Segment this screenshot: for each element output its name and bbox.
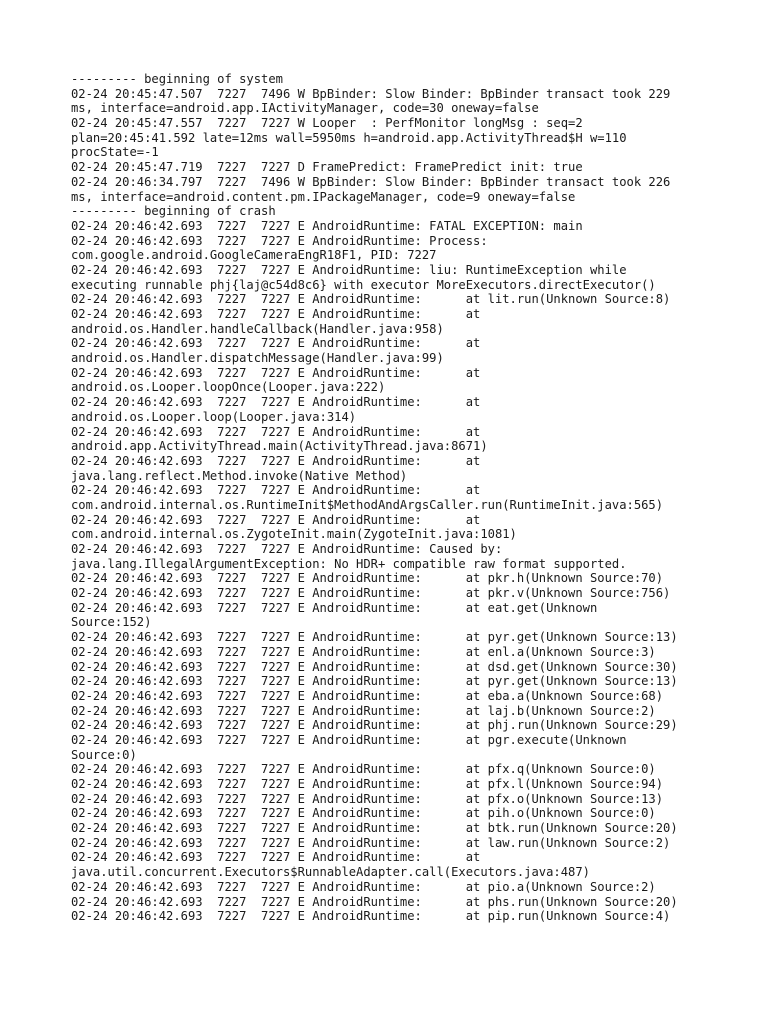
log-line: 02-24 20:46:42.693 7227 7227 E AndroidRuntime: at phs.run(Unknown Source:20) <box>71 894 678 909</box>
log-line: 02-24 20:46:42.693 7227 7227 E AndroidRuntime: Caused by: <box>71 542 503 556</box>
log-line: android.os.Handler.dispatchMessage(Handler.java:99) <box>71 351 444 366</box>
log-line: --------- beginning of system <box>71 72 283 86</box>
log-line: 02-24 20:46:42.693 7227 7227 E AndroidRuntime: at phj.run(Unknown Source:29) <box>71 718 678 733</box>
log-line: 02-24 20:46:42.693 7227 7227 E AndroidRuntime: at <box>71 336 481 351</box>
log-line: 02-24 20:46:42.693 7227 7227 E AndroidRuntime: at pgr.execute(Unknown <box>71 732 627 747</box>
log-line: 02-24 20:46:42.693 7227 7227 E AndroidRuntime: at laj.b(Unknown Source:2) <box>71 703 656 718</box>
log-line: 02-24 20:46:42.693 7227 7227 E AndroidRuntime: at <box>71 512 481 527</box>
log-line: android.os.Looper.loop(Looper.java:314) <box>71 409 357 424</box>
log-line: 02-24 20:46:42.693 7227 7227 E AndroidRuntime: at <box>71 453 481 468</box>
log-line: 02-24 20:46:42.693 7227 7227 E AndroidRuntime: at <box>71 483 481 498</box>
log-line: 02-24 20:46:42.693 7227 7227 E AndroidRuntime: at enl.a(Unknown Source:3) <box>71 644 656 659</box>
log-line: 02-24 20:46:42.693 7227 7227 E AndroidRuntime: at pkr.v(Unknown Source:756) <box>71 586 671 601</box>
log-line: 02-24 20:46:42.693 7227 7227 E AndroidRuntime: at pyr.get(Unknown Source:13) <box>71 630 678 645</box>
log-line: procState=-1 <box>71 145 159 160</box>
log-line: plan=20:45:41.592 late=12ms wall=5950ms h=android.app.ActivityThread$H w=110 <box>71 130 627 145</box>
log-line: 02-24 20:46:42.693 7227 7227 E AndroidRuntime: at <box>71 365 481 380</box>
log-line: 02-24 20:45:47.507 7227 7496 W BpBinder: Slow Binder: BpBinder transact took 229 <box>71 86 671 101</box>
log-line: 02-24 20:46:42.693 7227 7227 E AndroidRuntime: at <box>71 307 481 321</box>
log-line: 02-24 20:46:42.693 7227 7227 E AndroidRuntime: at pfx.l(Unknown Source:94) <box>71 777 664 791</box>
log-line: --------- beginning of crash <box>71 204 276 219</box>
log-line: 02-24 20:46:42.693 7227 7227 E AndroidRuntime: at <box>71 424 481 439</box>
log-line: 02-24 20:46:42.693 7227 7227 E AndroidRuntime: at pio.a(Unknown Source:2) <box>71 879 656 894</box>
log-line: android.os.Handler.handleCallback(Handler.java:958) <box>71 321 444 336</box>
log-line: 02-24 20:46:42.693 7227 7227 E AndroidRuntime: liu: RuntimeException while <box>71 262 627 277</box>
log-line: 02-24 20:46:42.693 7227 7227 E AndroidRuntime: Process: <box>71 233 488 248</box>
log-line: 02-24 20:46:42.693 7227 7227 E AndroidRuntime: at pfx.o(Unknown Source:13) <box>71 791 664 806</box>
log-line: 02-24 20:46:42.693 7227 7227 E AndroidRuntime: at law.run(Unknown Source:2) <box>71 835 671 850</box>
log-line: java.util.concurrent.Executors$RunnableAdapter.call(Executors.java:487) <box>71 865 590 880</box>
log-line: 02-24 20:46:42.693 7227 7227 E AndroidRuntime: FATAL EXCEPTION: main <box>71 218 583 233</box>
crash-log-text <box>71 72 701 924</box>
log-line: ms, interface=android.app.IActivityManager, code=30 oneway=false <box>71 101 539 116</box>
log-line: 02-24 20:46:42.693 7227 7227 E AndroidRuntime: at pih.o(Unknown Source:0) <box>71 806 656 821</box>
log-line: 02-24 20:46:34.797 7227 7496 W BpBinder: Slow Binder: BpBinder transact took 226 <box>71 174 671 189</box>
log-line: android.app.ActivityThread.main(ActivityThread.java:8671) <box>71 439 488 454</box>
log-line: java.lang.IllegalArgumentException: No HDR+ compatible raw format supported. <box>71 556 627 571</box>
log-line: 02-24 20:46:42.693 7227 7227 E AndroidRuntime: at eba.a(Unknown Source:68) <box>71 688 664 703</box>
log-line: 02-24 20:45:47.557 7227 7227 W Looper : PerfMonitor longMsg : seq=2 <box>71 116 583 131</box>
log-line: 02-24 20:46:42.693 7227 7227 E AndroidRuntime: at eat.get(Unknown <box>71 600 598 615</box>
log-line: executing runnable phj{laj@c54d8c6} with executor MoreExecutors.directExecutor() <box>71 277 656 292</box>
log-line: 02-24 20:46:42.693 7227 7227 E AndroidRuntime: at pkr.h(Unknown Source:70) <box>71 571 664 586</box>
log-line: java.lang.reflect.Method.invoke(Native Method) <box>71 468 408 483</box>
log-line: ms, interface=android.content.pm.IPackageManager, code=9 oneway=false <box>71 189 576 204</box>
log-line: Source:0) <box>71 747 137 762</box>
log-line: android.os.Looper.loopOnce(Looper.java:222) <box>71 380 386 395</box>
log-line: 02-24 20:46:42.693 7227 7227 E AndroidRuntime: at pfx.q(Unknown Source:0) <box>71 762 656 777</box>
log-line: 02-24 20:45:47.719 7227 7227 D FramePredict: FramePredict init: true <box>71 160 583 175</box>
log-line: 02-24 20:46:42.693 7227 7227 E AndroidRuntime: at pip.run(Unknown Source:4) <box>71 909 671 924</box>
log-line: com.android.internal.os.RuntimeInit$MethodAndArgsCaller.run(RuntimeInit.java:565) <box>71 497 664 512</box>
log-line: 02-24 20:46:42.693 7227 7227 E AndroidRuntime: at pyr.get(Unknown Source:13) <box>71 674 678 689</box>
log-line: 02-24 20:46:42.693 7227 7227 E AndroidRuntime: at <box>71 395 481 410</box>
log-line: Source:152) <box>71 615 152 630</box>
log-line: 02-24 20:46:42.693 7227 7227 E AndroidRuntime: at dsd.get(Unknown Source:30) <box>71 659 678 674</box>
log-line: 02-24 20:46:42.693 7227 7227 E AndroidRuntime: at btk.run(Unknown Source:20) <box>71 821 678 836</box>
log-line: com.google.android.GoogleCameraEngR18F1, PID: 7227 <box>71 248 437 263</box>
log-line: com.android.internal.os.ZygoteInit.main(ZygoteInit.java:1081) <box>71 527 517 542</box>
log-line: 02-24 20:46:42.693 7227 7227 E AndroidRuntime: at lit.run(Unknown Source:8) <box>71 292 671 307</box>
log-line: 02-24 20:46:42.693 7227 7227 E AndroidRuntime: at <box>71 850 481 865</box>
